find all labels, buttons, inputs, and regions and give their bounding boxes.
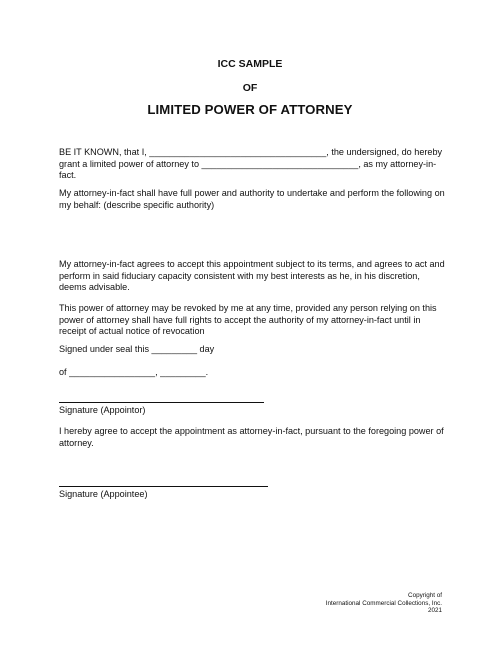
appointor-signature-line: [59, 402, 264, 403]
acceptance-paragraph: My attorney-in-fact agrees to accept this appointment subject to its terms, and agrees to act and perform in said fiduciary capacity consistent with my best interests as he, in his discretion, deems advisable.: [59, 259, 445, 293]
grant-paragraph: BE IT KNOWN, that I, ___________________________________, the undersigned, do hereby grant a limited power of attorney to _______________________________, as my attorney-in-fact.: [59, 147, 443, 181]
appointee-acceptance-paragraph: I hereby agree to accept the appointment as attorney-in-fact, pursuant to the foregoing power of attorney.: [59, 426, 444, 448]
date-line: of _________________, _________.: [59, 367, 209, 377]
appointor-signature-label: Signature (Appointor): [59, 405, 146, 415]
document-title: LIMITED POWER OF ATTORNEY: [147, 102, 353, 117]
appointee-signature-label: Signature (Appointee): [59, 489, 148, 499]
copyright-company: International Commercial Collections, Inc.: [325, 599, 442, 607]
copyright-line: Copyright of: [408, 592, 442, 599]
document-subtitle-of: OF: [242, 82, 258, 94]
document-subtitle-icc-sample: ICC SAMPLE: [217, 58, 283, 70]
copyright-notice: [326, 592, 442, 615]
appointee-signature-line: [59, 486, 268, 487]
signed-under-seal-line: Signed under seal this _________ day: [59, 344, 215, 354]
copyright-year: 2021: [427, 607, 442, 615]
authority-paragraph: My attorney-in-fact shall have full power and authority to undertake and perform the following on my behalf: (describe specific authority): [59, 188, 445, 210]
revocation-paragraph: This power of attorney may be revoked by me at any time, provided any person relying on this power of attorney shall have full rights to accept the authority of my attorney-in-fact until in receipt of actual notice of revocation: [59, 303, 437, 337]
